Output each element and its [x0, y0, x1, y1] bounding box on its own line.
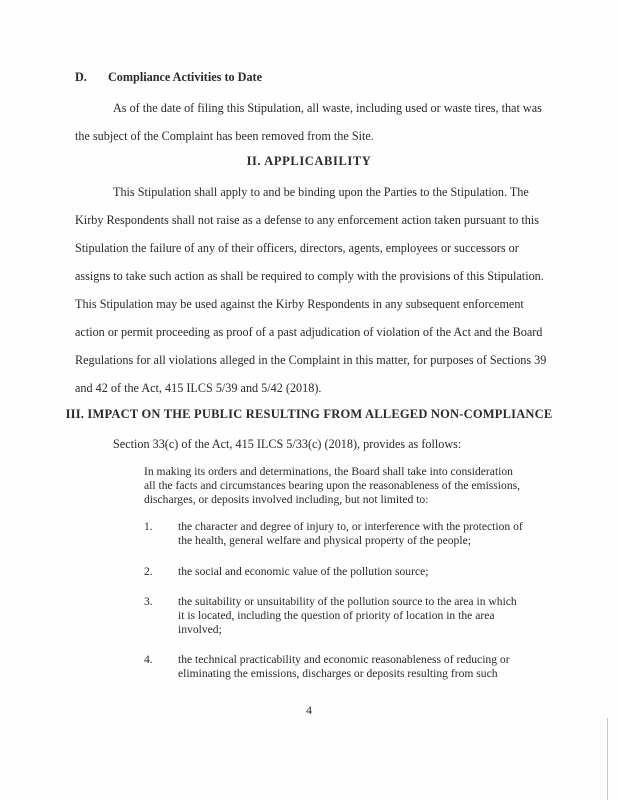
quote-line: In making its orders and determinations, the Board shall take into consideration [144, 465, 513, 478]
item-number: 3. [144, 595, 153, 608]
item-line: the social and economic value of the pollution source; [178, 565, 429, 578]
para-ii-line: and 42 of the Act, 415 ILCS 5/39 and 5/42 (2018). [75, 381, 322, 395]
item-number: 2. [144, 565, 153, 578]
item-text [178, 565, 540, 579]
heading-applicability: II. APPLICABILITY [246, 154, 372, 168]
para-ii-line: Regulations for all violations alleged in the Complaint in this matter, for purposes of Sections 39 [75, 353, 547, 367]
item-line: the character and degree of injury to, or interference with the protection of [178, 520, 523, 533]
scan-edge-line [607, 718, 608, 800]
section-d-title: Compliance Activities to Date [108, 70, 263, 84]
item-line: involved; [178, 623, 222, 636]
para-d-line: As of the date of filing this Stipulation, all waste, including used or waste tires, that was [113, 101, 542, 115]
page-number: 4 [306, 703, 312, 717]
item-number: 1. [144, 520, 153, 533]
item-line: the technical practicability and economic reasonableness of reducing or [178, 653, 510, 666]
quote-line: all the facts and circumstances bearing upon the reasonableness of the emissions, [144, 479, 521, 492]
block-quote [144, 465, 544, 507]
para-ii-line: This Stipulation shall apply to and be binding upon the Parties to the Stipulation. The [113, 185, 529, 199]
quote-line: discharges, or deposits involved including, but not limited to: [144, 493, 429, 506]
para-ii-line: Stipulation the failure of any of their officers, directors, agents, employees or successors or [75, 241, 519, 255]
heading-impact: III. IMPACT ON THE PUBLIC RESULTING FROM ALLEGED NON-COMPLIANCE [65, 407, 553, 421]
item-text [178, 520, 540, 548]
item-text [178, 595, 540, 637]
para-iii-intro: Section 33(c) of the Act, 415 ILCS 5/33(c) (2018), provides as follows: [113, 437, 462, 451]
section-d-label: D. [75, 70, 87, 84]
item-text [178, 653, 540, 681]
para-ii-line: Kirby Respondents shall not raise as a defense to any enforcement action taken pursuant to this [75, 213, 540, 227]
item-line: it is located, including the question of priority of location in the area [178, 609, 495, 622]
para-ii-line: action or permit proceeding as proof of a past adjudication of violation of the Act and the Board [75, 325, 543, 339]
para-d-line: the subject of the Complaint has been removed from the Site. [75, 129, 374, 143]
item-number: 4. [144, 653, 153, 666]
section-d-heading [75, 70, 262, 84]
item-line: the suitability or unsuitability of the pollution source to the area in which [178, 595, 517, 608]
item-line: the health, general welfare and physical property of the people; [178, 534, 471, 547]
para-ii-line: This Stipulation may be used against the Kirby Respondents in any subsequent enforcement [75, 297, 524, 311]
para-ii-line: assigns to take such action as shall be required to comply with the provisions of this Stipulation. [75, 269, 544, 283]
item-line: eliminating the emissions, discharges or deposits resulting from such [178, 667, 498, 680]
